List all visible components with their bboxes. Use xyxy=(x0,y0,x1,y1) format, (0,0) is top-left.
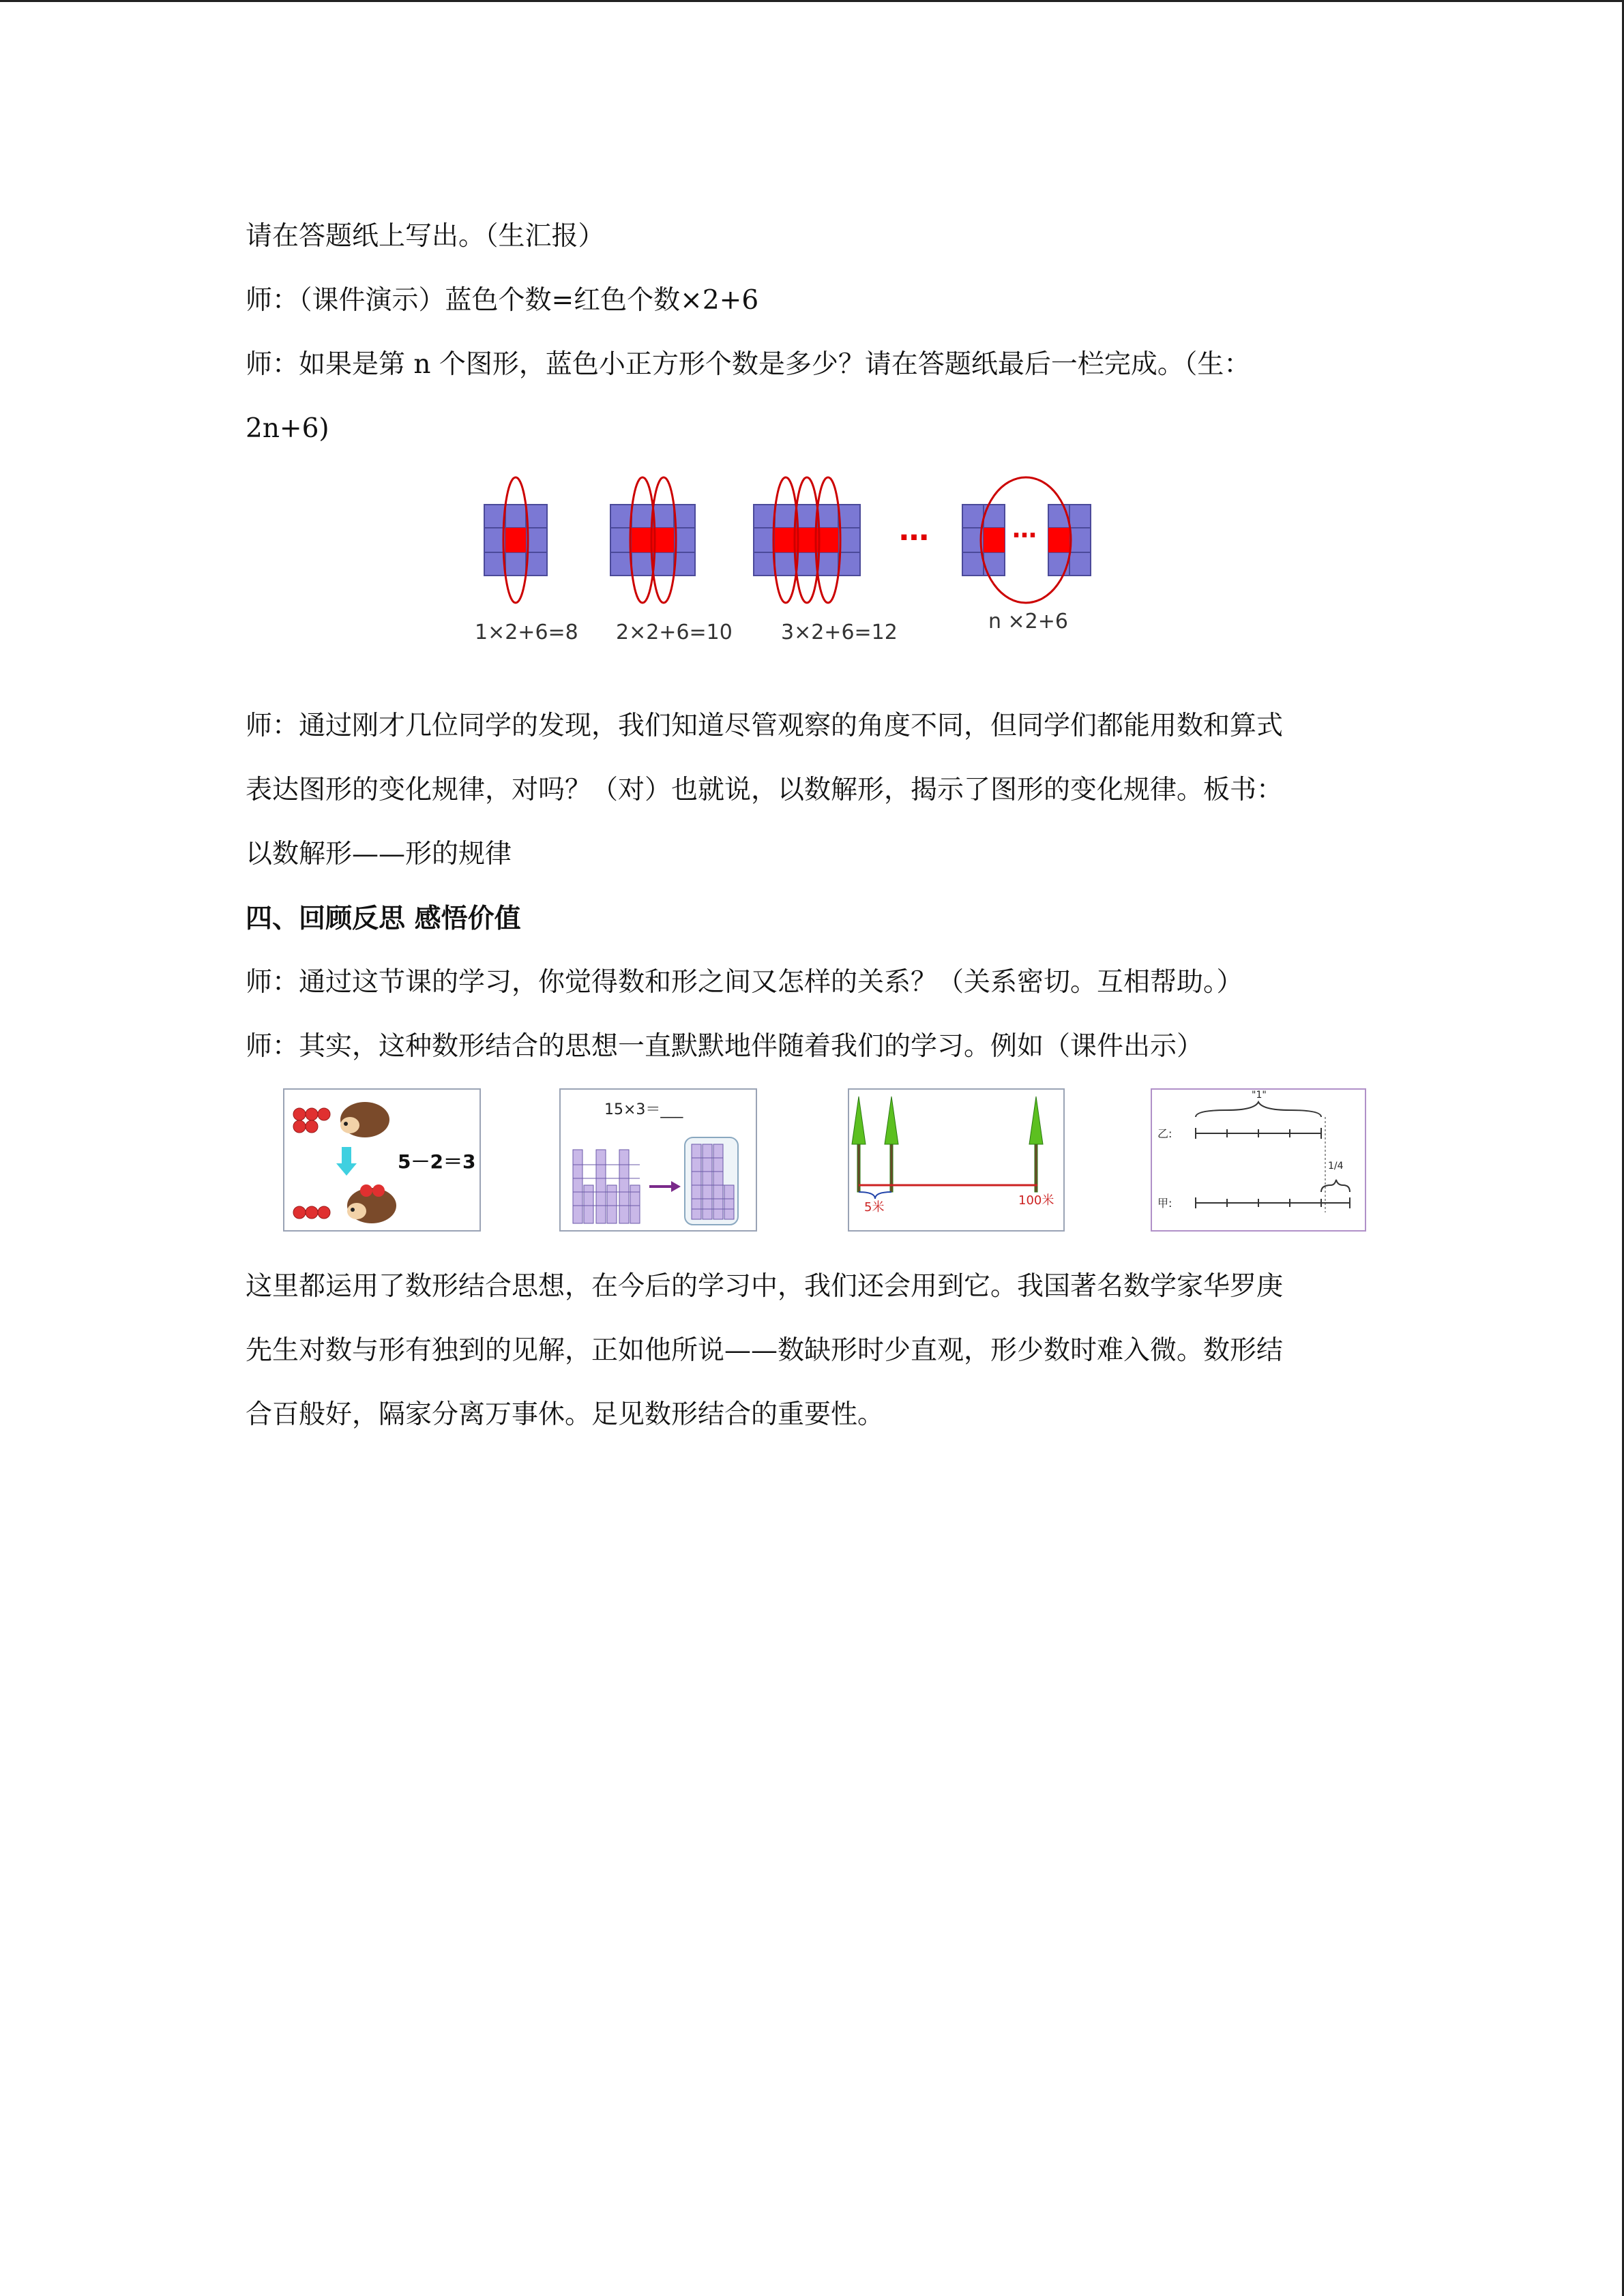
paragraph: 师：如果是第 n 个图形，蓝色小正方形个数是多少？请在答题纸最后一栏完成。（生： xyxy=(246,349,1251,380)
examples-strip xyxy=(246,1088,1364,1245)
tree-label-long: 100米 xyxy=(1018,1193,1054,1208)
pattern-inner-ellipsis: … xyxy=(1012,516,1037,543)
paragraph: 师：（课件演示）蓝色个数=红色个数×2+6 xyxy=(246,285,759,316)
fraction-quarter-label: 1/4 xyxy=(1328,1161,1344,1172)
document-page xyxy=(246,205,1364,1447)
paragraph: 表达图形的变化规律，对吗？（对）也就说，以数解形，揭示了图形的变化规律。板书： xyxy=(246,775,1284,805)
pattern-shape-3 xyxy=(754,477,860,603)
tree-spacing-example-panel xyxy=(848,1088,1065,1232)
paragraph: 这里都运用了数形结合思想，在今后的学习中，我们还会用到它。我国著名数学家华罗庚 xyxy=(246,1271,1284,1302)
subtraction-equation: 5－2＝3 xyxy=(398,1150,476,1173)
pattern-caption-3: 3×2+6=12 xyxy=(781,621,898,644)
subtraction-example-panel xyxy=(283,1088,481,1232)
tree-label-short: 5米 xyxy=(864,1200,885,1214)
fraction-example-panel xyxy=(1151,1088,1366,1232)
paragraph: 师：通过刚才几位同学的发现，我们知道尽管观察的角度不同，但同学们都能用数和算式 xyxy=(246,711,1284,741)
pattern-figure xyxy=(246,476,1364,681)
section-heading: 四、回顾反思 感悟价值 xyxy=(246,903,521,934)
multiplication-example-panel xyxy=(559,1088,757,1232)
paragraph: 先生对数与形有独到的见解，正如他所说——数缺形时少直观，形少数时难入微。数形结 xyxy=(246,1335,1284,1366)
pattern-shape-2 xyxy=(610,477,695,603)
pattern-caption-n: n ×2+6 xyxy=(988,610,1068,633)
paragraph: 师：通过这节课的学习，你觉得数和形之间又怎样的关系？（关系密切。互相帮助。） xyxy=(246,967,1243,998)
pattern-ellipsis: … xyxy=(899,513,929,548)
paragraph: 2n+6) xyxy=(246,413,329,444)
paragraph: 师：其实，这种数形结合的思想一直默默地伴随着我们的学习。例如（课件出示） xyxy=(246,1031,1204,1062)
pattern-figure-graphic xyxy=(246,476,1364,681)
paragraph: 以数解形——形的规律 xyxy=(246,839,512,869)
paragraph: 合百般好，隔家分离万事休。足见数形结合的重要性。 xyxy=(246,1399,885,1430)
page-top-border xyxy=(0,0,1624,2)
paragraph: 请在答题纸上写出。（生汇报） xyxy=(246,221,605,252)
pattern-shape-1 xyxy=(484,477,547,603)
pattern-caption-2: 2×2+6=10 xyxy=(616,621,733,644)
multiplication-equation: 15×3＝___ xyxy=(604,1101,683,1118)
fraction-brace-label: "1" xyxy=(1252,1090,1267,1101)
pattern-caption-1: 1×2+6=8 xyxy=(475,621,578,644)
fraction-segments-graphic xyxy=(1152,1090,1365,1230)
fraction-row-label-top: 乙: xyxy=(1157,1127,1172,1140)
fraction-row-label-bottom: 甲: xyxy=(1157,1197,1172,1210)
